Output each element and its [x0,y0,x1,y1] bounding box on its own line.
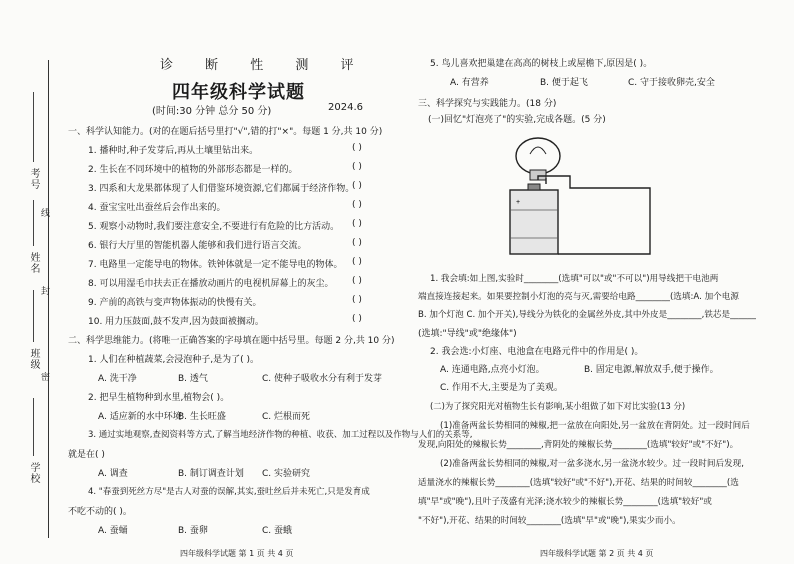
binding-margin [0,0,60,564]
exam-no-label: 考号 [28,168,39,190]
r-fill1-line3: B. 加个灯泡 C. 加个开关),导线分为铁化的金属丝外皮,其中外皮是________,铁芯是______ [418,310,756,320]
s2-q2-opt-c[interactable]: C. 烂根而死 [262,412,311,422]
s1-item-3: 3. 四系和大龙果都体现了人们借鉴环境资源,它们都属于经济作物。 [88,184,355,194]
section3-heading: 三、科学探究与实践能力。(18 分) [418,99,557,109]
line-char-3: 密 [39,372,49,381]
line-char-1: 线 [39,208,49,217]
svg-text:+: + [516,199,521,206]
s1-item-4: 4. 蚕宝宝吐出蚕丝后会作出来的。 [88,203,226,213]
answer-paren[interactable]: ( ) [352,238,362,248]
s2-q4-opt-b[interactable]: B. 蚕卵 [178,526,208,536]
r-fill2-opt-c[interactable]: C. 作用不大,主要是为了美观。 [440,383,563,393]
s2-q1-opt-b[interactable]: B. 透气 [178,374,208,384]
answer-paren[interactable]: ( ) [352,314,362,324]
exam-time: (时间:30 分钟 总分 50 分) [152,106,272,117]
s1-item-1: 1. 播种时,种子发芽后,再从土壤里钻出来。 [88,146,259,156]
r-fill1-line4: (选填:"导线"或"绝缘体") [418,329,517,339]
answer-paren[interactable]: ( ) [352,200,362,210]
s1-item-6: 6. 银行大厅里的智能机器人能够和我们进行语言交流。 [88,241,307,251]
s2-q1-opt-a[interactable]: A. 洗干净 [98,374,137,384]
section3-sub2: (二)为了探究阳光对植物生长有影响,某小组做了如下对比实验(13 分) [430,401,686,411]
school-line [33,398,34,456]
exam-date: 2024.6 [328,102,363,113]
section3-sub1: (一)回忆"灯泡亮了"的实验,完成各题。(5 分) [428,115,606,125]
answer-paren[interactable]: ( ) [352,276,362,286]
r-exp2-line2: 适量浇水的辣椒长势________(选填"较好"或"不好"),开花、结果的时间较________(选 [418,478,739,488]
s2-q4-line2: 不吃不动的( )。 [68,507,132,517]
s2-q1-opt-c[interactable]: C. 使种子吸收水分有利于发芽 [262,374,383,384]
s2-q2: 2. 把早生植物种到水里,植物会( )。 [88,393,230,403]
r-exp2-line4: "不好"),开花、结果的时间较________(选填"早"或"晚"),果实少而小。 [418,516,681,526]
r-fill2-opt-b[interactable]: B. 固定电源,解放双手,便于操作。 [584,365,719,375]
s1-item-7: 7. 电路里一定能导电的物体。铁钟体就是一定不能导电的物体。 [88,260,343,270]
s1-item-2: 2. 生长在不同环境中的植物的外部形态都是一样的。 [88,165,298,175]
s2-q3-line1: 3. 通过实地观察,查阅资料等方式,了解当地经济作物的种植、收获、加工过程以及作物与人们的关系等, [88,430,473,440]
r-exp1-line2: 发现,向阳处的辣椒长势________,背阴处的辣椒长势________(选填"较好"或"不好")。 [418,440,739,450]
school-label: 学校 [28,462,39,484]
r-q5: 5. 鸟儿喜欢把巢建在高高的树枝上或屋檐下,原因是( )。 [430,59,653,69]
r-fill2: 2. 我会选:小灯座、电池盒在电路元件中的作用是( )。 [430,347,644,357]
answer-paren[interactable]: ( ) [352,257,362,267]
answer-paren[interactable]: ( ) [352,295,362,305]
s1-item-8: 8. 可以用湿毛巾扶去正在播放动画片的电视机屏幕上的灰尘。 [88,279,334,289]
s2-q2-opt-a[interactable]: A. 适应新的水中环境 [98,412,182,422]
s1-item-10: 10. 用力压鼓面,鼓不发声,因为鼓面被搁动。 [88,317,264,327]
s2-q4-line1: 4. "春蚕到死丝方尽"是古人对蚕的误解,其实,蚕吐丝后并未死亡,只是发育成 [88,487,370,497]
r-fill1-line2: 端直接连接起来。如果要控制小灯泡的亮与灭,需要给电路________(选填:A. 加个电源 [418,292,739,302]
s2-q3-opt-c[interactable]: C. 实验研究 [262,469,311,479]
page2-footer: 四年级科学试题 第 2 页 共 4 页 [540,549,654,558]
s2-q3-opt-a[interactable]: A. 调查 [98,469,128,479]
s2-q4-opt-c[interactable]: C. 蚕蛾 [262,526,293,536]
page1-footer: 四年级科学试题 第 1 页 共 4 页 [180,549,294,558]
name-line [33,200,34,246]
section1-heading: 一、科学认知能力。(对的在题后括号里打"√",错的打"×"。每题 1 分,共 10 分) [68,127,383,137]
section2-heading: 二、科学思维能力。(将唯一正确答案的字母填在题中括号里。每题 2 分,共 10 分) [68,336,395,346]
answer-paren[interactable]: ( ) [352,162,362,172]
binding-line [48,60,49,538]
r-fill1-line1: 1. 我会填:如上图,实验时________(选填"可以"或"不可以")用导线把干电池两 [430,274,719,284]
s2-q1: 1. 人们在种植蔬菜,会浸泡种子,是为了( )。 [88,355,260,365]
battery-icon [510,184,558,254]
s2-q4-opt-a[interactable]: A. 蚕蛹 [98,526,128,536]
answer-paren[interactable]: ( ) [352,181,362,191]
exam-no-line [33,92,34,162]
class-label: 班级 [28,348,39,370]
class-line [33,290,34,342]
bulb-icon [516,138,560,180]
s1-item-5: 5. 观察小动物时,我们要注意安全,不要进行有危险的比方活动。 [88,222,340,232]
r-exp1-line1: (1)准备两盆长势相同的辣椒,把一盆放在向阳处,另一盆放在背阴处。过一段时间后 [440,421,750,431]
exam-title: 四年级科学试题 [172,82,305,103]
exam-subtitle: 诊 断 性 测 评 [160,58,368,73]
r-q5-opt-c[interactable]: C. 守于接收卵壳,安全 [628,78,715,88]
circuit-diagram [490,126,654,260]
s2-q2-opt-b[interactable]: B. 生长旺盛 [178,412,226,422]
s1-item-9: 9. 产前的高铁与变声物体振动的快慢有关。 [88,298,262,308]
answer-paren[interactable]: ( ) [352,143,362,153]
r-exp2-line1: (2)准备两盆长势相同的辣椒,对一盆多浇水,另一盆浇水较少。过一段时间后发现, [440,459,744,469]
name-label: 姓名 [28,252,39,274]
r-q5-opt-a[interactable]: A. 有营养 [450,78,489,88]
s2-q3-opt-b[interactable]: B. 制订调查计划 [178,469,244,479]
answer-paren[interactable]: ( ) [352,219,362,229]
r-fill2-opt-a[interactable]: A. 连通电路,点亮小灯泡。 [440,365,545,375]
r-exp2-line3: 填"早"或"晚"),且叶子茂盛有光泽;浇水较少的辣椒长势________(选填"较好"或 [418,497,712,507]
r-q5-opt-b[interactable]: B. 便于起飞 [540,78,588,88]
line-char-2: 封 [39,286,49,295]
s2-q3-line2: 就是在( ) [68,450,105,460]
